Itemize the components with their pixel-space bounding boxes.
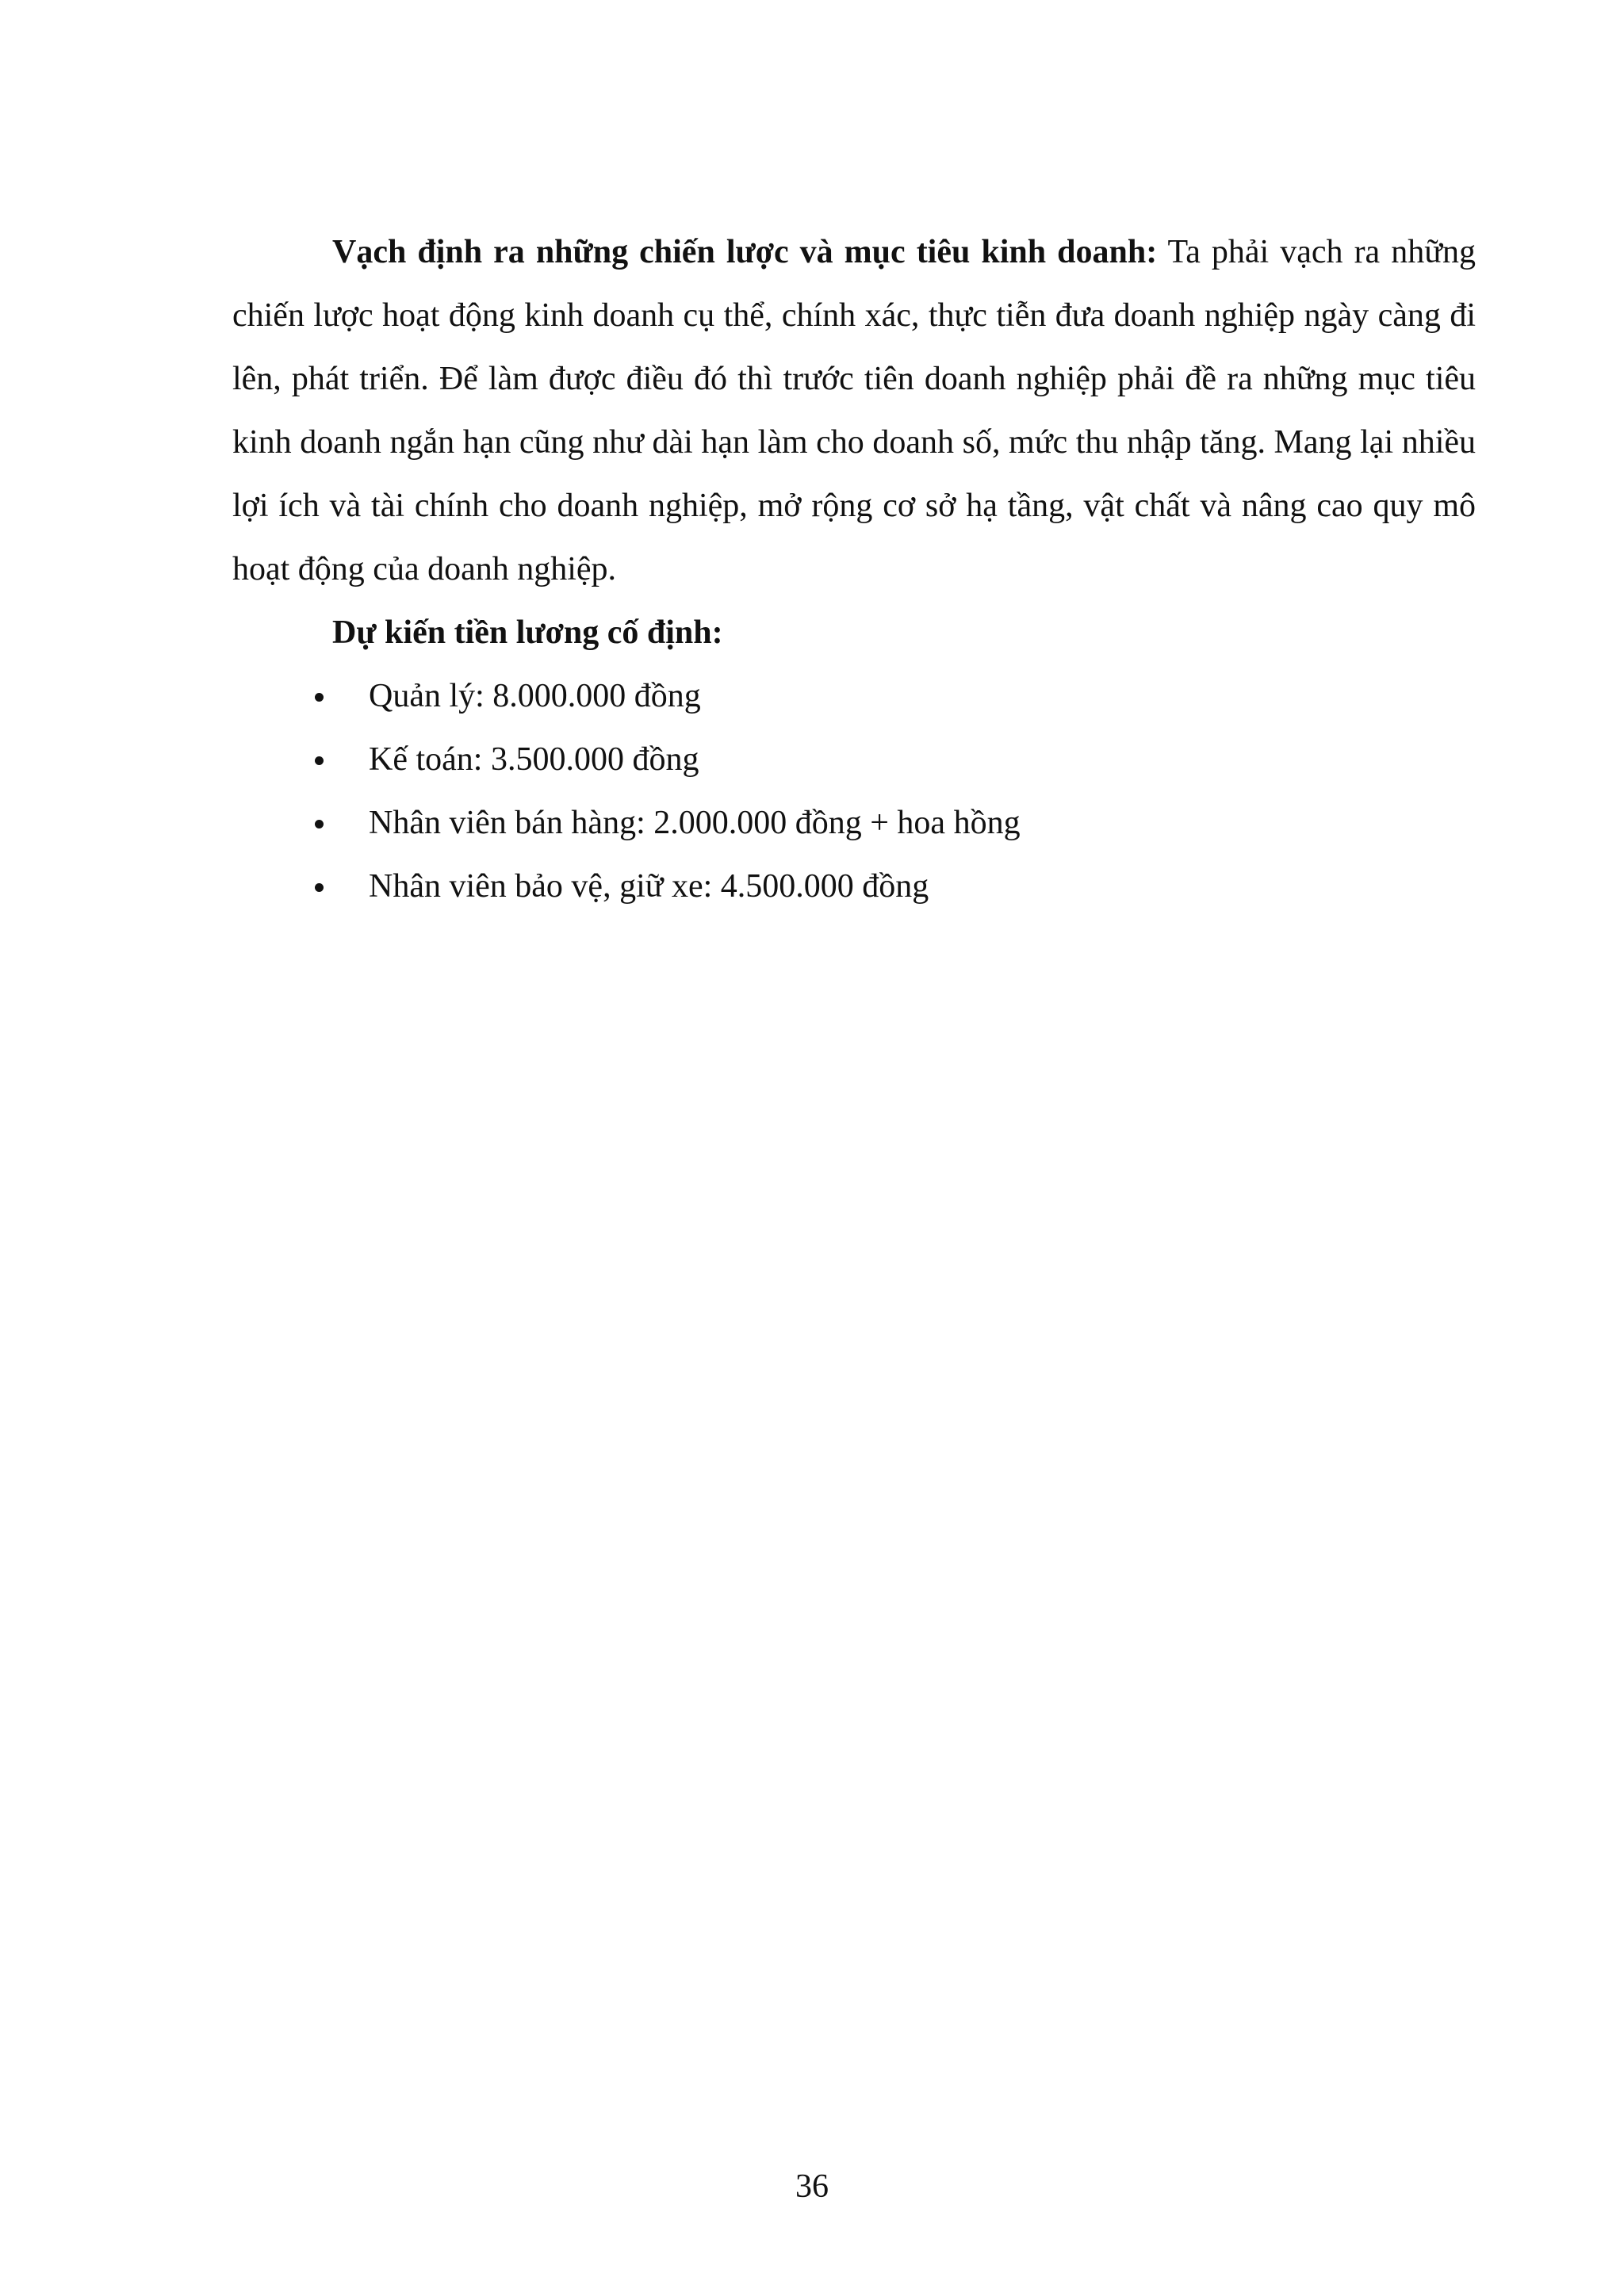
strategy-paragraph	[232, 220, 1476, 601]
page-content	[232, 220, 1476, 918]
list-item	[232, 728, 1476, 791]
bullet-icon	[315, 820, 324, 828]
salary-item-manager: Quản lý: 8.000.000 đồng	[369, 678, 701, 714]
list-item	[232, 791, 1476, 855]
bullet-icon	[315, 883, 324, 892]
bullet-icon	[315, 756, 324, 765]
salary-item-sales-staff: Nhân viên bán hàng: 2.000.000 đồng + hoa hồng	[369, 805, 1021, 841]
salary-list	[232, 664, 1476, 918]
strategy-paragraph-lead: Vạch định ra những chiến lược và mục tiêu kinh doanh:	[332, 234, 1158, 270]
salary-item-security-staff: Nhân viên bảo vệ, giữ xe: 4.500.000 đồng	[369, 868, 929, 905]
salary-heading: Dự kiến tiền lương cố định:	[332, 614, 723, 651]
list-item	[232, 855, 1476, 918]
page-number: 36	[795, 2168, 829, 2205]
list-item	[232, 664, 1476, 728]
bullet-icon	[315, 693, 324, 702]
salary-item-accountant: Kế toán: 3.500.000 đồng	[369, 741, 699, 778]
strategy-paragraph-body: Ta phải vạch ra những chiến lược hoạt động kinh doanh cụ thể, chính xác, thực tiễn đưa doanh nghiệp ngày càng đi lên, phát triển. Để làm được điều đó thì trước tiên doanh nghiệp phải đề ra những mục tiêu kinh doanh ngắn hạn cũng như dài hạn làm cho doanh số, mức thu nhập tăng. Mang lại nhiều lợi ích và tài chính cho doanh nghiệp, mở rộng cơ sở hạ tầng, vật chất và nâng cao quy mô hoạt động của doanh nghiệp.	[232, 234, 1476, 587]
